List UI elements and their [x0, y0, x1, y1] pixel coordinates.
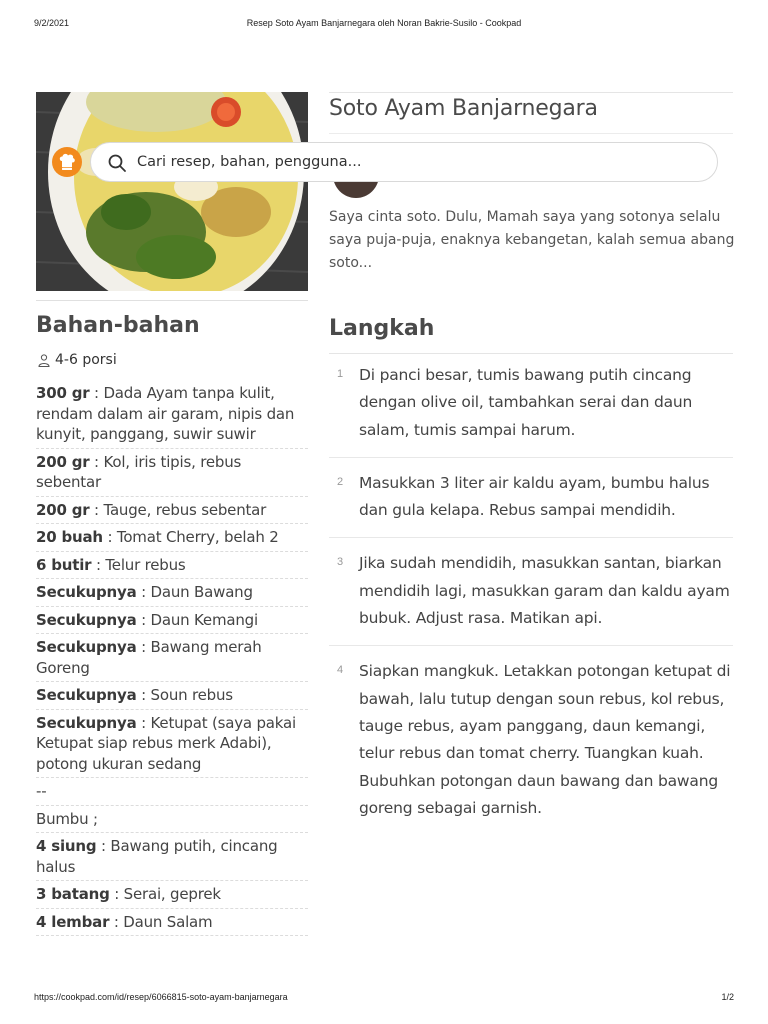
ingredient-text: : Daun Bawang — [136, 583, 253, 601]
step-text: Jika sudah mendidih, masukkan santan, biarkan mendidih lagi, masukkan garam dan kaldu ayam bubuk. Adjust rasa. Matikan api. — [359, 554, 730, 628]
ingredient-text: Bumbu ; — [36, 809, 98, 828]
step-text: Siapkan mangkuk. Letakkan potongan ketupat di bawah, lalu tutup dengan soun rebus, kol rebus, tauge rebus, ayam panggang, daun kemangi, telur rebus dan tomat cherry. Tuangkan kuah. Bubuhkan potongan daun bawang dan bawang goreng sebagai garnish. — [359, 662, 731, 817]
ingredient-quantity: 300 gr — [36, 384, 90, 402]
ingredient-text: : Tauge, rebus sebentar — [89, 500, 267, 519]
search-bar — [52, 142, 718, 182]
step-item — [329, 656, 733, 835]
step-number: 2 — [337, 475, 344, 488]
ingredient-item — [36, 497, 308, 525]
ingredient-quantity: 4 siung — [36, 837, 97, 855]
print-page-number: 1/2 — [721, 992, 734, 1002]
ingredient-item — [36, 552, 308, 580]
ingredient-item — [36, 909, 308, 937]
ingredient-quantity: Secukupnya — [36, 610, 137, 629]
ingredient-quantity: Secukupnya — [36, 713, 137, 732]
ingredient-quantity: 20 buah — [36, 528, 103, 546]
ingredient-item — [36, 778, 308, 806]
ingredient-text: : Daun Kemangi — [136, 610, 258, 629]
cookpad-logo[interactable] — [52, 147, 82, 177]
recipe-description: Saya cinta soto. Dulu, Mamah saya yang sotonya selalu saya puja-puja, enaknya kebangetan, kalah semua abang soto... — [329, 209, 735, 271]
ingredient-quantity: 3 batang — [36, 885, 110, 903]
ingredient-item — [36, 806, 308, 834]
ingredient-text: -- — [36, 782, 47, 800]
step-item — [329, 468, 733, 539]
ingredient-item — [36, 634, 308, 682]
ingredient-item — [36, 607, 308, 635]
servings-label: 4-6 porsi — [55, 352, 117, 368]
ingredient-quantity: Secukupnya — [36, 583, 137, 601]
ingredient-item — [36, 449, 308, 497]
ingredient-quantity: 4 lembar — [36, 912, 110, 931]
ingredient-text: : Bawang putih, cincang halus — [36, 837, 278, 876]
print-footer — [0, 992, 768, 1006]
person-icon — [38, 354, 50, 367]
step-text: Masukkan 3 liter air kaldu ayam, bumbu halus dan gula kelapa. Rebus sampai mendidih. — [359, 473, 710, 520]
ingredients-heading: Bahan-bahan — [36, 313, 200, 338]
search-placeholder: Cari resep, bahan, pengguna... — [137, 154, 362, 170]
ingredient-item — [36, 710, 308, 779]
ingredient-text: : Dada Ayam tanpa kulit, rendam dalam air garam, nipis dan kunyit, panggang, suwir suwir — [36, 384, 295, 443]
ingredient-item — [36, 380, 308, 449]
ingredient-item — [36, 682, 308, 710]
recipe-title: Soto Ayam Banjarnegara — [329, 96, 598, 121]
ingredient-text: : Bawang merah Goreng — [36, 638, 262, 677]
steps-divider — [329, 353, 733, 354]
title-divider-bottom — [329, 133, 733, 134]
ingredient-quantity: 6 butir — [36, 555, 92, 574]
ingredient-text: : Kol, iris tipis, rebus sebentar — [36, 452, 242, 491]
steps-list — [329, 360, 733, 845]
steps-heading: Langkah — [329, 316, 435, 341]
ingredient-quantity: Secukupnya — [36, 686, 137, 704]
ingredient-quantity: 200 gr — [36, 452, 90, 471]
ingredient-text: : Serai, geprek — [109, 885, 221, 903]
ingredient-text: : Tomat Cherry, belah 2 — [102, 528, 279, 546]
step-number: 4 — [337, 664, 344, 677]
ingredient-text: : Ketupat (saya pakai Ketupat siap rebus merk Adabi), potong ukuran sedang — [36, 713, 296, 773]
servings — [38, 352, 117, 368]
ingredient-item — [36, 833, 308, 881]
search-icon — [107, 153, 127, 173]
ingredient-text: : Daun Salam — [109, 912, 213, 931]
step-item — [329, 360, 733, 458]
ingredient-text: : Telur rebus — [91, 555, 186, 574]
step-number: 3 — [337, 556, 344, 569]
step-number: 1 — [337, 368, 344, 380]
author-avatar[interactable] — [333, 182, 379, 198]
ingredients-divider — [36, 300, 308, 301]
step-text: Di panci besar, tumis bawang putih cincang dengan olive oil, tambahkan serai dan daun salam, tumis sampai harum. — [359, 366, 693, 439]
print-date: 9/2/2021 — [34, 18, 70, 28]
ingredient-quantity: Secukupnya — [36, 638, 137, 656]
title-divider-top — [329, 92, 733, 93]
print-page-title: Resep Soto Ayam Banjarnegara oleh Noran Bakrie-Susilo - Cookpad — [246, 18, 522, 28]
ingredient-text: : Soun rebus — [136, 686, 233, 704]
ingredient-item — [36, 524, 308, 552]
ingredient-item — [36, 881, 308, 909]
ingredient-list — [36, 380, 308, 936]
ingredient-item — [36, 579, 308, 607]
ingredient-quantity: 200 gr — [36, 500, 90, 519]
print-url: https://cookpad.com/id/resep/6066815-soto-ayam-banjarnegara — [34, 992, 288, 1002]
soto-bowl-image — [36, 92, 308, 291]
step-item — [329, 548, 733, 646]
print-header — [0, 18, 768, 32]
search-input[interactable] — [90, 142, 718, 182]
recipe-photo — [36, 92, 308, 291]
chef-hat-icon — [57, 152, 77, 172]
